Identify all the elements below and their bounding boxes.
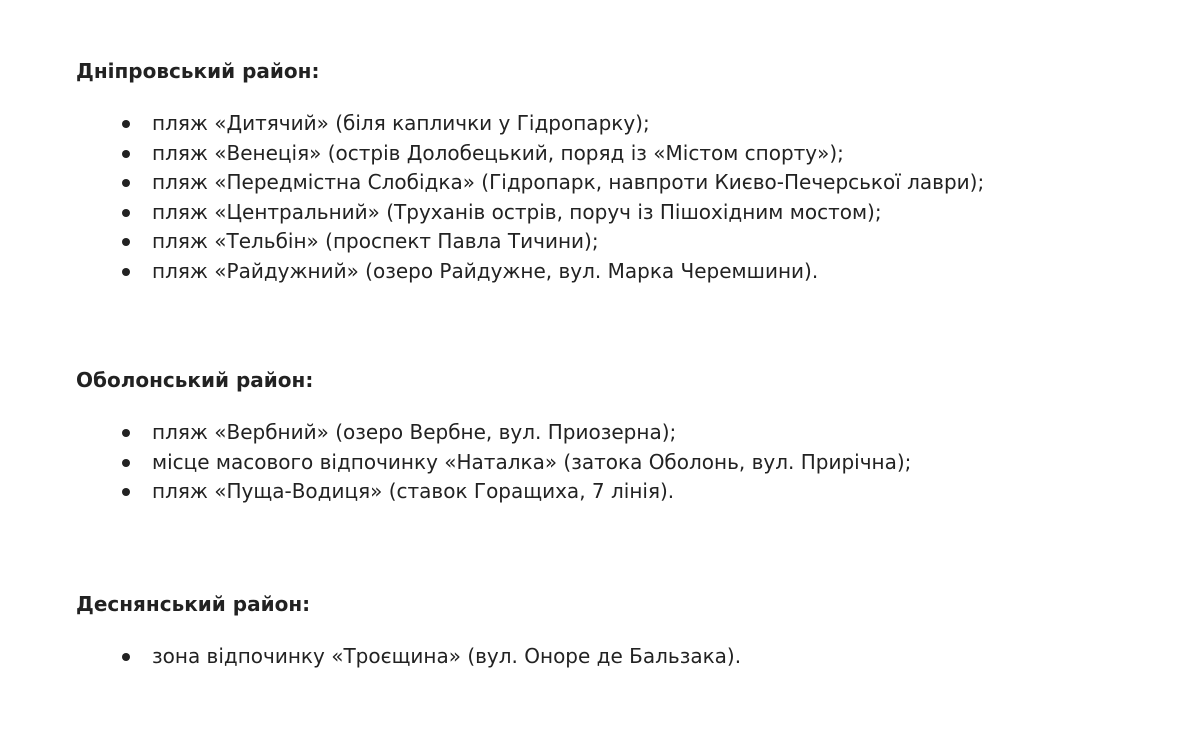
list-item-text: пляж «Пуща-Водиця» (ставок Горащиха, 7 лінія).: [152, 479, 675, 504]
beach-list: [120, 109, 984, 287]
bullet-icon: [122, 488, 130, 496]
list-item: [120, 139, 984, 169]
bullet-icon: [122, 150, 130, 158]
bullet-icon: [122, 209, 130, 217]
beach-list: [120, 418, 911, 507]
list-item-text: пляж «Райдужний» (озеро Райдужне, вул. Марка Черемшини).: [152, 258, 819, 283]
list-item-text: місце масового відпочинку «Наталка» (затока Оболонь, вул. Прирічна);: [152, 449, 912, 474]
list-item: [120, 642, 741, 672]
section-title: Оболонський район:: [76, 368, 314, 392]
section-title: Дніпровський район:: [76, 59, 320, 83]
list-item: [120, 227, 984, 257]
list-item: [120, 477, 911, 507]
list-item: [120, 198, 984, 228]
bullet-icon: [122, 653, 130, 661]
list-item-text: пляж «Передмістна Слобідка» (Гідропарк, навпроти Києво-Печерської лаври);: [152, 170, 985, 195]
list-item-text: пляж «Венеція» (острів Долобецький, поряд із «Містом спорту»);: [152, 140, 844, 165]
bullet-icon: [122, 238, 130, 246]
list-item-text: пляж «Вербний» (озеро Вербне, вул. Приозерна);: [152, 420, 677, 444]
beach-list: [120, 642, 741, 672]
list-item-text: зона відпочинку «Троєщина» (вул. Оноре де Бальзака).: [152, 644, 742, 668]
section-desnianskyi: [76, 592, 1176, 668]
list-item: [120, 109, 984, 139]
list-item: [120, 168, 984, 198]
list-item-text: пляж «Центральний» (Труханів острів, поруч із Пішохідним мостом);: [152, 199, 882, 224]
bullet-icon: [122, 179, 130, 187]
list-item-text: пляж «Тельбін» (проспект Павла Тичини);: [152, 229, 599, 254]
bullet-icon: [122, 459, 130, 467]
section-title: Деснянський район:: [76, 592, 311, 616]
list-item: [120, 448, 911, 478]
bullet-icon: [122, 120, 130, 128]
list-item: [120, 257, 984, 287]
bullet-icon: [122, 429, 130, 437]
section-dniprovskyi: [76, 59, 1176, 283]
bullet-icon: [122, 268, 130, 276]
list-item: [120, 418, 911, 448]
list-item-text: пляж «Дитячий» (біля каплички у Гідропарку);: [152, 111, 650, 135]
section-obolonskyi: [76, 368, 1176, 504]
